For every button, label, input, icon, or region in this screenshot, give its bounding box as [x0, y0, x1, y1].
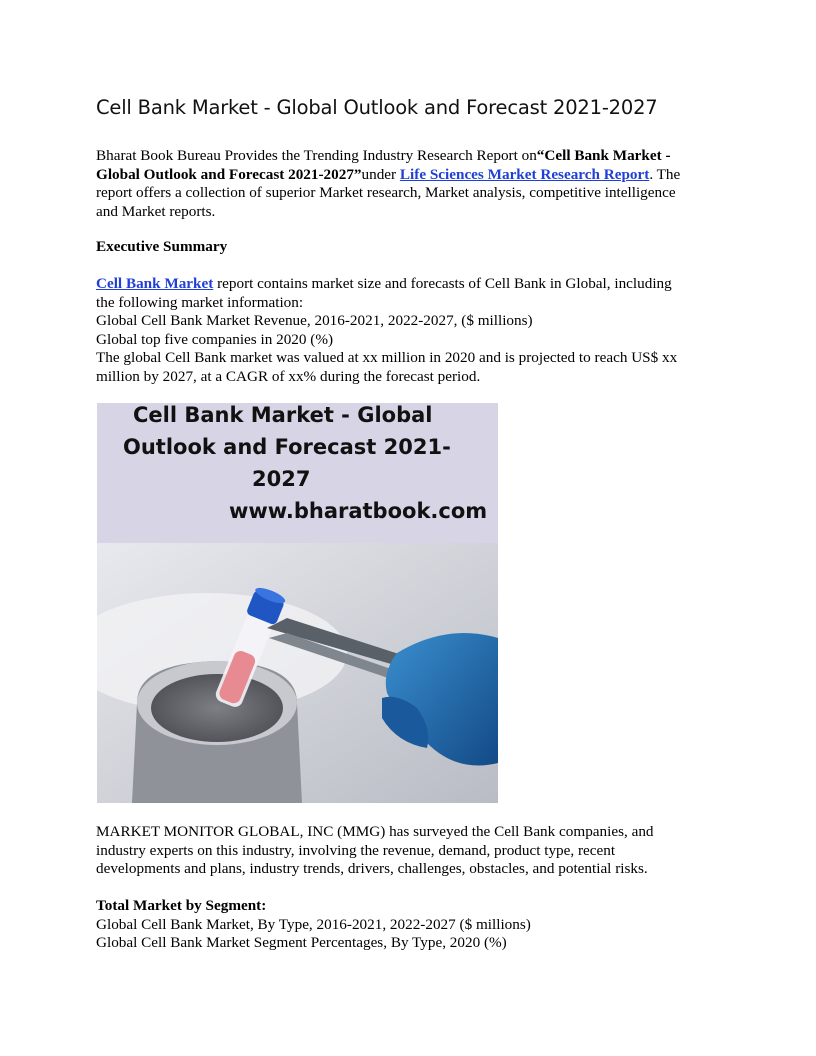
summary-text: report contains market size and forecasts of Cell Bank in Global, including: [213, 275, 672, 292]
executive-summary-heading: Executive Summary: [96, 238, 228, 255]
intro-line-2: [96, 166, 721, 185]
banner-line-3: 2027: [252, 467, 311, 491]
cell-bank-market-link[interactable]: Cell Bank Market: [96, 275, 214, 292]
intro-text-the: . The: [649, 165, 681, 183]
summary-line-6: million by 2027, at a CAGR of xx% during the forecast period.: [96, 367, 481, 385]
summary-line-5: The global Cell Bank market was valued at xx million in 2020 and is projected to reach US$ xx: [96, 349, 678, 367]
summary-line-3: Global Cell Bank Market Revenue, 2016-2021, 2022-2027, ($ millions): [96, 312, 533, 330]
banner-line-1: Cell Bank Market - Global: [133, 403, 433, 427]
intro-line-3: report offers a collection of superior Market research, Market analysis, competitive intelligence: [96, 184, 676, 202]
segment-line-1: Global Cell Bank Market, By Type, 2016-2021, 2022-2027 ($ millions): [96, 915, 531, 933]
intro-text: Bharat Book Bureau Provides the Trending Industry Research Report on: [96, 147, 537, 164]
summary-line-4: Global top five companies in 2020 (%): [96, 330, 334, 348]
summary-line-2: the following market information:: [96, 293, 304, 311]
page-title: Cell Bank Market - Global Outlook and Forecast 2021-2027: [96, 96, 658, 119]
survey-paragraph: [96, 823, 721, 879]
intro-text-under: under: [361, 165, 400, 183]
report-title-bold: “Cell Bank Market -: [536, 147, 671, 164]
survey-line-1: MARKET MONITOR GLOBAL, INC (MMG) has surveyed the Cell Bank companies, and: [96, 823, 654, 840]
summary-line-1: [96, 275, 721, 294]
cryo-vial-photo: [97, 543, 498, 803]
segment-heading: Total Market by Segment:: [96, 897, 267, 914]
report-banner-image: [97, 403, 498, 803]
report-title-bold-2: Global Outlook and Forecast 2021-2027”: [96, 165, 362, 183]
banner-title-area: [97, 403, 498, 543]
survey-line-2: industry experts on this industry, involving the revenue, demand, product type, recent: [96, 841, 616, 859]
survey-line-3: developments and plans, industry trends, drivers, challenges, obstacles, and potential risks.: [96, 860, 648, 878]
intro-paragraph: [96, 147, 721, 221]
segment-line-2: Global Cell Bank Market Segment Percentages, By Type, 2020 (%): [96, 934, 507, 952]
segment-section: [96, 897, 721, 953]
intro-line-1: [96, 147, 721, 166]
executive-summary-paragraph: [96, 275, 721, 387]
intro-line-4: and Market reports.: [96, 202, 216, 220]
banner-line-2: Outlook and Forecast 2021-: [123, 435, 451, 459]
frozen-contents: [151, 674, 283, 742]
life-sciences-report-link[interactable]: Life Sciences Market Research Report: [399, 165, 650, 183]
banner-website: www.bharatbook.com: [229, 499, 488, 523]
